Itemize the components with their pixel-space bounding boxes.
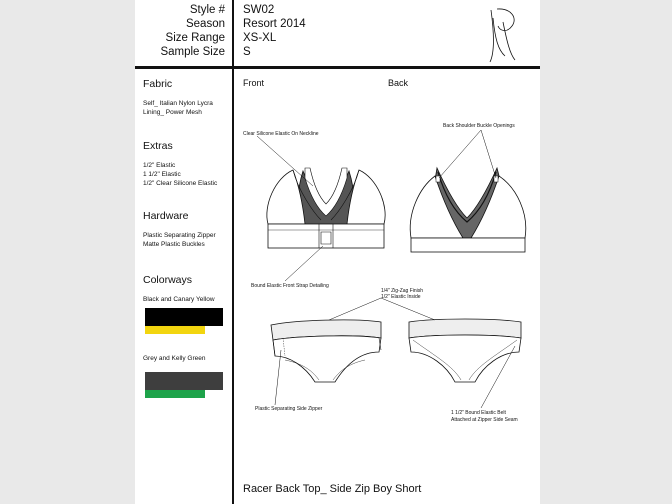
belt-callout-line2: Attached at Zipper Side Seam	[451, 417, 518, 423]
hardware-heading: Hardware	[143, 210, 189, 222]
hardware-line-2: Matte Plastic Buckles	[143, 241, 205, 248]
zigzag-callout-line2: 1/2" Elastic Inside	[381, 294, 421, 300]
zigzag-callout-line1: 1/4" Zig-Zag Finish	[381, 288, 424, 294]
back-top-drawing	[410, 130, 526, 252]
size-range-label: Size Range	[165, 32, 225, 44]
spec-sheet	[135, 0, 540, 504]
colorways-heading: Colorways	[143, 274, 193, 286]
sample-size-value: S	[243, 46, 251, 58]
hardware-line-1: Plastic Separating Zipper	[143, 232, 216, 239]
colorway-1-name: Black and Canary Yellow	[143, 296, 215, 303]
season-label: Season	[185, 18, 225, 30]
garment-title: Racer Back Top_ Side Zip Boy Short	[243, 483, 422, 495]
shoulder-callout: Back Shoulder Buckle Openings	[443, 123, 515, 129]
neckline-callout: Clear Silicone Elastic On Neckline	[243, 131, 319, 137]
front-top-drawing	[257, 136, 385, 281]
colorway-2-name: Grey and Kelly Green	[143, 355, 206, 362]
garment-drawings	[135, 0, 540, 504]
fabric-lining: Lining_ Power Mesh	[143, 109, 202, 116]
fabric-heading: Fabric	[143, 78, 173, 90]
season-value: Resort 2014	[243, 18, 306, 30]
front-view-caption: Front	[243, 78, 265, 88]
extras-heading: Extras	[143, 140, 173, 152]
extras-line-3: 1/2" Clear Silicone Elastic	[143, 180, 218, 187]
size-range-value: XS-XL	[243, 32, 277, 44]
back-short-drawing	[409, 319, 521, 408]
zipper-callout: Plastic Separating Side Zipper	[255, 406, 323, 412]
style-number-label: Style #	[189, 4, 225, 16]
extras-line-1: 1/2" Elastic	[143, 162, 176, 169]
style-number-value: SW02	[243, 4, 275, 16]
fabric-self: Self_ Italian Nylon Lycra	[143, 100, 213, 107]
zigzag-leaders	[329, 298, 435, 320]
back-view-caption: Back	[388, 78, 409, 88]
sample-size-label: Sample Size	[160, 46, 225, 58]
strap-callout: Bound Elastic Front Strap Detailing	[251, 283, 329, 289]
front-short-drawing	[271, 320, 381, 405]
belt-callout-line1: 1 1/2" Bound Elastic Belt	[451, 410, 506, 416]
extras-line-2: 1 1/2" Elastic	[143, 171, 181, 178]
